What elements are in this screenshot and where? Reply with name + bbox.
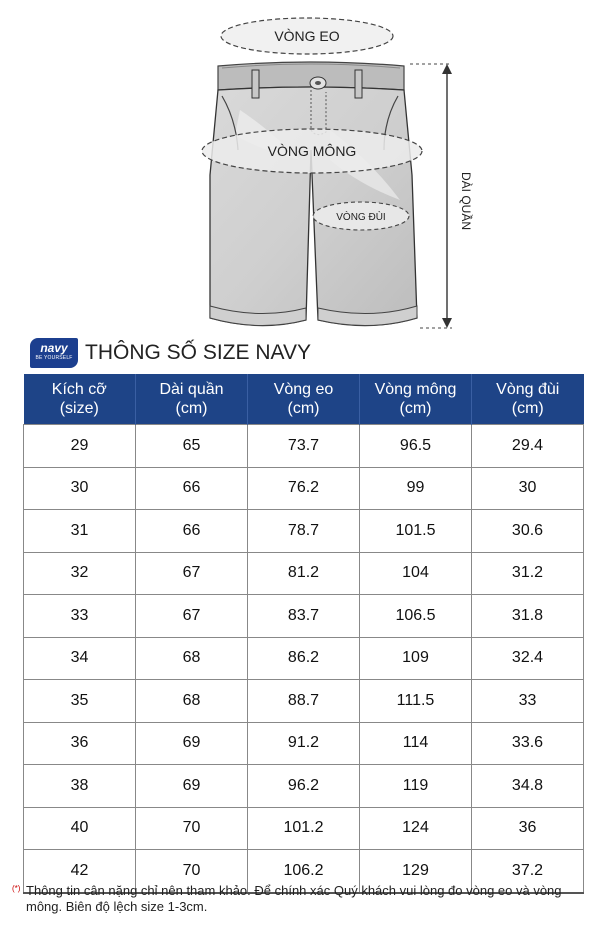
header-size	[24, 374, 136, 425]
cell-size: 36	[24, 722, 136, 765]
cell-hip: 96.5	[360, 425, 472, 468]
cell-size: 29	[24, 425, 136, 468]
cell-thigh: 30	[472, 467, 584, 510]
logo-main: navy	[40, 341, 68, 355]
header-waist	[248, 374, 360, 425]
cell-length: 67	[136, 595, 248, 638]
cell-length: 70	[136, 807, 248, 850]
cell-hip: 99	[360, 467, 472, 510]
cell-length: 67	[136, 552, 248, 595]
thigh-label: VÒNG ĐÙI	[336, 212, 386, 223]
cell-hip: 109	[360, 637, 472, 680]
hip-label: VÒNG MÔNG	[267, 143, 357, 159]
cell-size: 34	[24, 637, 136, 680]
cell-size: 31	[24, 510, 136, 553]
header-length	[136, 374, 248, 425]
header-unit: (cm)	[399, 400, 432, 417]
cell-size: 33	[24, 595, 136, 638]
header-line: Kích cỡ	[51, 381, 107, 398]
cell-size: 30	[24, 467, 136, 510]
cell-size: 32	[24, 552, 136, 595]
table-row	[24, 510, 584, 553]
cell-length: 69	[136, 765, 248, 808]
cell-size: 38	[24, 765, 136, 808]
cell-length: 66	[136, 467, 248, 510]
header-hip	[360, 374, 472, 425]
size-chart-title: THÔNG SỐ SIZE NAVY	[85, 341, 311, 364]
header-line: Dài quần	[159, 381, 224, 398]
cell-thigh: 30.6	[472, 510, 584, 553]
navy-logo	[30, 338, 78, 368]
table-row	[24, 467, 584, 510]
table-row	[24, 637, 584, 680]
header-line: Vòng đùi	[496, 381, 560, 398]
length-label: DÀI QUẦN	[459, 171, 473, 231]
cell-thigh: 33.6	[472, 722, 584, 765]
cell-waist: 106.2	[248, 850, 360, 893]
cell-hip: 114	[360, 722, 472, 765]
header-line: Vòng eo	[273, 381, 334, 398]
cell-hip: 119	[360, 765, 472, 808]
length-arrowhead-top	[442, 64, 452, 74]
cell-waist: 86.2	[248, 637, 360, 680]
belt-loop	[252, 70, 259, 98]
cell-thigh: 36	[472, 807, 584, 850]
cell-waist: 78.7	[248, 510, 360, 553]
cell-hip: 101.5	[360, 510, 472, 553]
cell-thigh: 31.8	[472, 595, 584, 638]
cell-length: 68	[136, 637, 248, 680]
footnote-asterisk: (*)	[12, 884, 21, 893]
table-header-row	[24, 374, 584, 425]
header-unit: (cm)	[287, 400, 320, 417]
header-unit: (cm)	[175, 400, 208, 417]
cell-thigh: 33	[472, 680, 584, 723]
cell-thigh: 32.4	[472, 637, 584, 680]
length-arrowhead-bottom	[442, 318, 452, 328]
cell-hip: 104	[360, 552, 472, 595]
cell-length: 70	[136, 850, 248, 893]
cell-size: 40	[24, 807, 136, 850]
cell-thigh: 34.8	[472, 765, 584, 808]
waist-label: VÒNG EO	[274, 28, 340, 44]
cell-waist: 88.7	[248, 680, 360, 723]
cell-length: 69	[136, 722, 248, 765]
cell-thigh: 37.2	[472, 850, 584, 893]
cell-hip: 129	[360, 850, 472, 893]
footnote	[12, 883, 592, 915]
waist-button-center	[315, 81, 321, 85]
table-row	[24, 807, 584, 850]
cell-waist: 76.2	[248, 467, 360, 510]
cell-hip: 111.5	[360, 680, 472, 723]
belt-loop	[355, 70, 362, 98]
cell-hip: 106.5	[360, 595, 472, 638]
cell-waist: 96.2	[248, 765, 360, 808]
cell-waist: 101.2	[248, 807, 360, 850]
cell-length: 65	[136, 425, 248, 468]
table-row	[24, 765, 584, 808]
cell-waist: 73.7	[248, 425, 360, 468]
cell-length: 66	[136, 510, 248, 553]
header-line: Vòng mông	[374, 381, 457, 398]
table-row	[24, 595, 584, 638]
size-table	[23, 374, 584, 894]
cell-size: 35	[24, 680, 136, 723]
shorts-measurement-diagram	[0, 0, 600, 335]
brand-header	[30, 338, 590, 370]
cell-size: 42	[24, 850, 136, 893]
table-body	[24, 425, 584, 893]
header-unit: (size)	[59, 400, 99, 417]
cell-thigh: 31.2	[472, 552, 584, 595]
header-unit: (cm)	[511, 400, 544, 417]
cell-thigh: 29.4	[472, 425, 584, 468]
footnote-text: Thông tin cân nặng chỉ nên tham khảo. Để chính xác Quý khách vui lòng đo vòng eo và vòng mông. Biên độ lệch size 1-3cm.	[26, 883, 562, 914]
cell-length: 68	[136, 680, 248, 723]
cell-hip: 124	[360, 807, 472, 850]
table-row	[24, 425, 584, 468]
cell-waist: 81.2	[248, 552, 360, 595]
table-row	[24, 722, 584, 765]
logo-tagline: BE YOURSELF	[35, 355, 73, 361]
header-thigh	[472, 374, 584, 425]
cell-waist: 83.7	[248, 595, 360, 638]
table-row	[24, 552, 584, 595]
cell-waist: 91.2	[248, 722, 360, 765]
table-row	[24, 680, 584, 723]
